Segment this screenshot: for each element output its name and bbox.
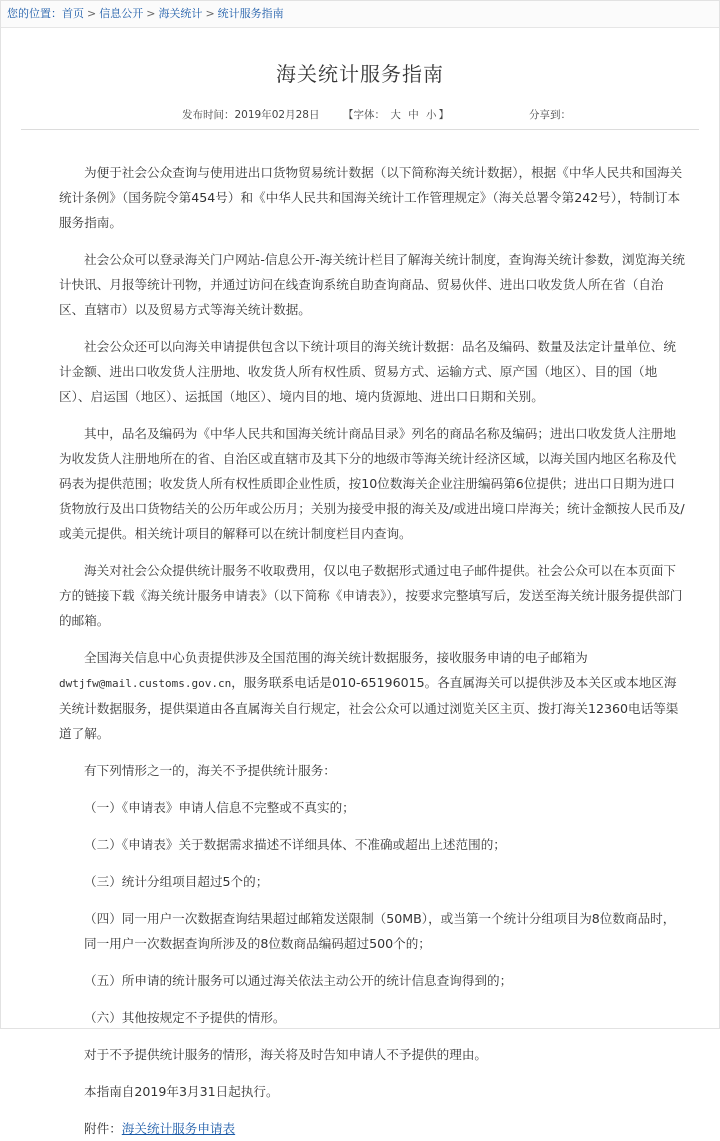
breadcrumb-home-link[interactable]: 首页 (62, 7, 84, 20)
article-meta (21, 107, 699, 130)
paragraph-item-details: 其中，品名及编码为《中华人民共和国海关统计商品目录》列名的商品名称及编码；进出口收发货人注册地为收发货人注册地所在的省、自治区或直辖市及其下分的地级市等海关统计经济区域，以海关国内地区名称及代码表为提供范围；收发货人所有权性质即企业性质，按10位数海关企业注册编码第6位提供；进出口日期为进口货物放行及出口货物结关的公历年或公历月；关别为接受申报的海关及/或进出境口岸海关；统计金额按人民币及/或美元提供。相关统计项目的解释可以在统计制度栏目内查询。 (59, 426, 685, 541)
list-item: （四）同一用户一次数据查询结果超过邮箱发送限制（50MB），或当第一个统计分组项目为8位数商品时，同一用户一次数据查询所涉及的8位数商品编码超过500个的； (84, 911, 676, 951)
paragraph-fees: 海关对社会公众提供统计服务不收取费用，仅以电子数据形式通过电子邮件提供。社会公众可以在本页面下方的链接下载《海关统计服务申请表》（以下简称《申请表》），按要求完整填写后，发送至海关统计服务提供部门的邮箱。 (59, 563, 683, 628)
breadcrumb (1, 1, 719, 28)
contact-email: dwtjfw@mail.customs.gov.cn (59, 677, 232, 690)
breadcrumb-service-guide-link[interactable]: 统计服务指南 (217, 7, 284, 20)
page-title: 海关统计服务指南 (276, 62, 444, 86)
contact-text-a: 全国海关信息中心负责提供涉及全国范围的海关统计数据服务，接收服务申请的电子邮箱为 (84, 650, 588, 665)
list-item: （五）所申请的统计服务可以通过海关依法主动公开的统计信息查询得到的； (84, 973, 513, 988)
breadcrumb-separator: > (146, 7, 156, 20)
attachment-label: 附件： (84, 1121, 122, 1136)
font-small-button[interactable]: 小 (426, 109, 437, 121)
paragraph-contact (59, 645, 685, 746)
font-large-button[interactable]: 大 (390, 109, 401, 121)
font-size-label: 【字体： (343, 109, 385, 121)
list-item: （一）《申请表》申请人信息不完整或不真实的； (84, 800, 355, 815)
list-item: （六）其他按规定不予提供的情形。 (84, 1010, 286, 1025)
publish-date: 发布时间：2019年02月28日 (182, 109, 320, 121)
contact-text-b: ，服务联系电话是010-65196015。各直属海关可以提供涉及本关区或本地区海关统计数据服务，提供渠道由各直属海关自行规定，社会公众可以通过浏览关区主页、拨打海关12360电话等渠道了解。 (59, 675, 679, 741)
breadcrumb-customs-stats-link[interactable]: 海关统计 (158, 7, 203, 20)
font-medium-button[interactable]: 中 (408, 109, 419, 121)
attachment-link[interactable]: 海关统计服务申请表 (121, 1121, 236, 1136)
list-item: （三）统计分组项目超过5个的； (84, 874, 269, 889)
list-item: （二）《申请表》关于数据需求描述不详细具体、不准确或超出上述范围的； (84, 837, 506, 852)
paragraph-intro: 为便于社会公众查询与使用进出口货物贸易统计数据（以下简称海关统计数据），根据《中华人民共和国海关统计条例》（国务院令第454号）和《中华人民共和国海关统计工作管理规定》（海关总署令第242号），特制订本服务指南。 (59, 165, 683, 230)
font-size-switcher (343, 107, 449, 122)
breadcrumb-separator: > (205, 7, 215, 20)
paragraph-effective-date: 本指南自2019年3月31日起执行。 (84, 1084, 279, 1099)
paragraph-exclusions-intro: 有下列情形之一的，海关不予提供统计服务： (84, 763, 336, 778)
paragraph-notification: 对于不予提供统计服务的情形，海关将及时告知申请人不予提供的理由。 (84, 1047, 487, 1062)
paragraph-online-access: 社会公众可以登录海关门户网站-信息公开-海关统计栏目了解海关统计制度，查询海关统计参数，浏览海关统计快讯、月报等统计刊物，并通过访问在线查询系统自助查询商品、贸易伙伴、进出口收发货人所在省（自治区、直辖市）以及贸易方式等海关统计数据。 (59, 252, 685, 317)
breadcrumb-separator: > (87, 7, 97, 20)
paragraph-stat-items: 社会公众还可以向海关申请提供包含以下统计项目的海关统计数据：品名及编码、数量及法定计量单位、统计金额、进出口收发货人注册地、收发货人所有权性质、贸易方式、运输方式、原产国（地区）、目的国（地区）、启运国（地区）、运抵国（地区）、境内目的地、境内货源地、进出口日期和关别。 (59, 339, 676, 404)
attachment-line (59, 1116, 685, 1141)
share-label[interactable]: 分享到： (529, 109, 571, 121)
breadcrumb-prefix: 您的位置： (7, 7, 62, 20)
breadcrumb-info-public-link[interactable]: 信息公开 (99, 7, 144, 20)
article-body (1, 160, 719, 1141)
font-size-close: 】 (438, 109, 450, 121)
